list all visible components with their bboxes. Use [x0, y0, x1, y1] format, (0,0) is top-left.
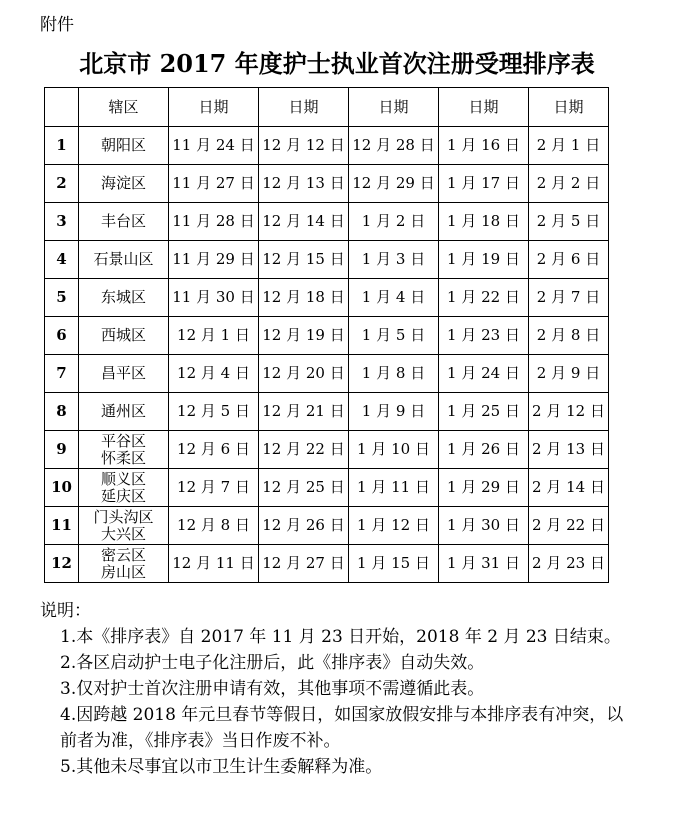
row-number: 1 [45, 127, 79, 165]
date-cell: 1 月 2 日 [349, 203, 439, 241]
district-name: 怀柔区 [100, 448, 146, 467]
date-cell: 12 月 19 日 [259, 317, 349, 355]
date-cell: 1 月 26 日 [439, 431, 529, 469]
district-name: 延庆区 [100, 486, 146, 505]
district-cell: 通州区 [79, 393, 169, 431]
date-cell: 1 月 4 日 [349, 279, 439, 317]
date-cell: 12 月 18 日 [259, 279, 349, 317]
table-row [45, 393, 609, 431]
date-cell: 1 月 5 日 [349, 317, 439, 355]
date-cell: 12 月 5 日 [169, 393, 259, 431]
header-cell-district: 辖区 [79, 88, 169, 127]
header-cell-date: 日期 [529, 88, 609, 127]
district-name: 大兴区 [100, 524, 146, 543]
date-cell: 1 月 30 日 [439, 507, 529, 545]
table-row [45, 507, 609, 545]
date-cell: 2 月 8 日 [529, 317, 609, 355]
district-cell [79, 469, 169, 507]
attachment-label: 附件 [40, 15, 74, 35]
district-name: 房山区 [100, 562, 146, 581]
table-row [45, 127, 609, 165]
date-cell: 2 月 6 日 [529, 241, 609, 279]
date-cell: 11 月 24 日 [169, 127, 259, 165]
table-row [45, 431, 609, 469]
date-cell: 1 月 9 日 [349, 393, 439, 431]
row-number: 5 [45, 279, 79, 317]
date-cell: 12 月 28 日 [349, 127, 439, 165]
date-cell: 1 月 29 日 [439, 469, 529, 507]
row-number: 4 [45, 241, 79, 279]
district-cell [79, 545, 169, 583]
date-cell: 12 月 1 日 [169, 317, 259, 355]
date-cell: 1 月 10 日 [349, 431, 439, 469]
row-number: 10 [45, 469, 79, 507]
district-name: 平谷区 [100, 431, 146, 450]
district-cell: 昌平区 [79, 355, 169, 393]
date-cell: 12 月 8 日 [169, 507, 259, 545]
header-cell-date: 日期 [259, 88, 349, 127]
row-number: 12 [45, 545, 79, 583]
date-cell: 11 月 27 日 [169, 165, 259, 203]
date-cell: 12 月 15 日 [259, 241, 349, 279]
district-cell [79, 431, 169, 469]
date-cell: 12 月 26 日 [259, 507, 349, 545]
row-number: 7 [45, 355, 79, 393]
date-cell: 12 月 4 日 [169, 355, 259, 393]
date-cell: 1 月 17 日 [439, 165, 529, 203]
row-number: 3 [45, 203, 79, 241]
notes-heading: 说明： [40, 601, 91, 621]
date-cell: 1 月 31 日 [439, 545, 529, 583]
district-cell: 海淀区 [79, 165, 169, 203]
date-cell: 12 月 25 日 [259, 469, 349, 507]
date-cell: 2 月 5 日 [529, 203, 609, 241]
date-cell: 2 月 14 日 [529, 469, 609, 507]
row-number: 8 [45, 393, 79, 431]
date-cell: 11 月 30 日 [169, 279, 259, 317]
date-cell: 12 月 29 日 [349, 165, 439, 203]
date-cell: 12 月 6 日 [169, 431, 259, 469]
note-item: 5.其他未尽事宜以市卫生计生委解释为准。 [60, 757, 383, 777]
table-row [45, 279, 609, 317]
district-cell: 石景山区 [79, 241, 169, 279]
date-cell: 12 月 7 日 [169, 469, 259, 507]
date-cell: 2 月 22 日 [529, 507, 609, 545]
date-cell: 1 月 12 日 [349, 507, 439, 545]
date-cell: 12 月 13 日 [259, 165, 349, 203]
date-cell: 1 月 24 日 [439, 355, 529, 393]
district-cell: 朝阳区 [79, 127, 169, 165]
schedule-table [44, 87, 609, 583]
header-cell-index [45, 88, 79, 127]
note-item: 1.本《排序表》自 2017 年 11 月 23 日开始，2018 年 2 月 23 日结束。 [60, 627, 621, 647]
date-cell: 1 月 19 日 [439, 241, 529, 279]
note-item: 3.仅对护士首次注册申请有效，其他事项不需遵循此表。 [60, 679, 485, 699]
date-cell: 12 月 20 日 [259, 355, 349, 393]
district-cell: 丰台区 [79, 203, 169, 241]
date-cell: 12 月 27 日 [259, 545, 349, 583]
table-row [45, 241, 609, 279]
date-cell: 2 月 7 日 [529, 279, 609, 317]
table-row [45, 545, 609, 583]
table-row [45, 355, 609, 393]
district-cell [79, 507, 169, 545]
row-number: 9 [45, 431, 79, 469]
header-cell-date: 日期 [439, 88, 529, 127]
table-row [45, 165, 609, 203]
row-number: 2 [45, 165, 79, 203]
date-cell: 1 月 23 日 [439, 317, 529, 355]
date-cell: 1 月 15 日 [349, 545, 439, 583]
date-cell: 12 月 21 日 [259, 393, 349, 431]
district-cell: 东城区 [79, 279, 169, 317]
date-cell: 12 月 22 日 [259, 431, 349, 469]
date-cell: 1 月 16 日 [439, 127, 529, 165]
district-cell: 西城区 [79, 317, 169, 355]
date-cell: 2 月 12 日 [529, 393, 609, 431]
note-item: 4.因跨越 2018 年元旦春节等假日，如国家放假安排与本排序表有冲突，以前者为准，《排序表》当日作废不补。 [60, 705, 624, 751]
date-cell: 12 月 12 日 [259, 127, 349, 165]
page-title: 北京市 2017 年度护士执业首次注册受理排序表 [79, 49, 595, 78]
row-number: 6 [45, 317, 79, 355]
notes-section [40, 598, 640, 780]
date-cell: 2 月 1 日 [529, 127, 609, 165]
date-cell: 11 月 29 日 [169, 241, 259, 279]
date-cell: 2 月 9 日 [529, 355, 609, 393]
date-cell: 1 月 18 日 [439, 203, 529, 241]
date-cell: 1 月 25 日 [439, 393, 529, 431]
date-cell: 12 月 11 日 [169, 545, 259, 583]
date-cell: 2 月 13 日 [529, 431, 609, 469]
date-cell: 1 月 8 日 [349, 355, 439, 393]
table-header-row [45, 88, 609, 127]
date-cell: 2 月 2 日 [529, 165, 609, 203]
date-cell: 1 月 3 日 [349, 241, 439, 279]
header-cell-date: 日期 [169, 88, 259, 127]
district-name: 门头沟区 [93, 507, 154, 526]
row-number: 11 [45, 507, 79, 545]
district-name: 顺义区 [100, 469, 146, 488]
date-cell: 2 月 23 日 [529, 545, 609, 583]
date-cell: 12 月 14 日 [259, 203, 349, 241]
header-cell-date: 日期 [349, 88, 439, 127]
district-name: 密云区 [100, 545, 146, 564]
table-row [45, 203, 609, 241]
table-row [45, 317, 609, 355]
date-cell: 1 月 11 日 [349, 469, 439, 507]
table-row [45, 469, 609, 507]
note-item: 2.各区启动护士电子化注册后，此《排序表》自动失效。 [60, 653, 485, 673]
date-cell: 1 月 22 日 [439, 279, 529, 317]
date-cell: 11 月 28 日 [169, 203, 259, 241]
